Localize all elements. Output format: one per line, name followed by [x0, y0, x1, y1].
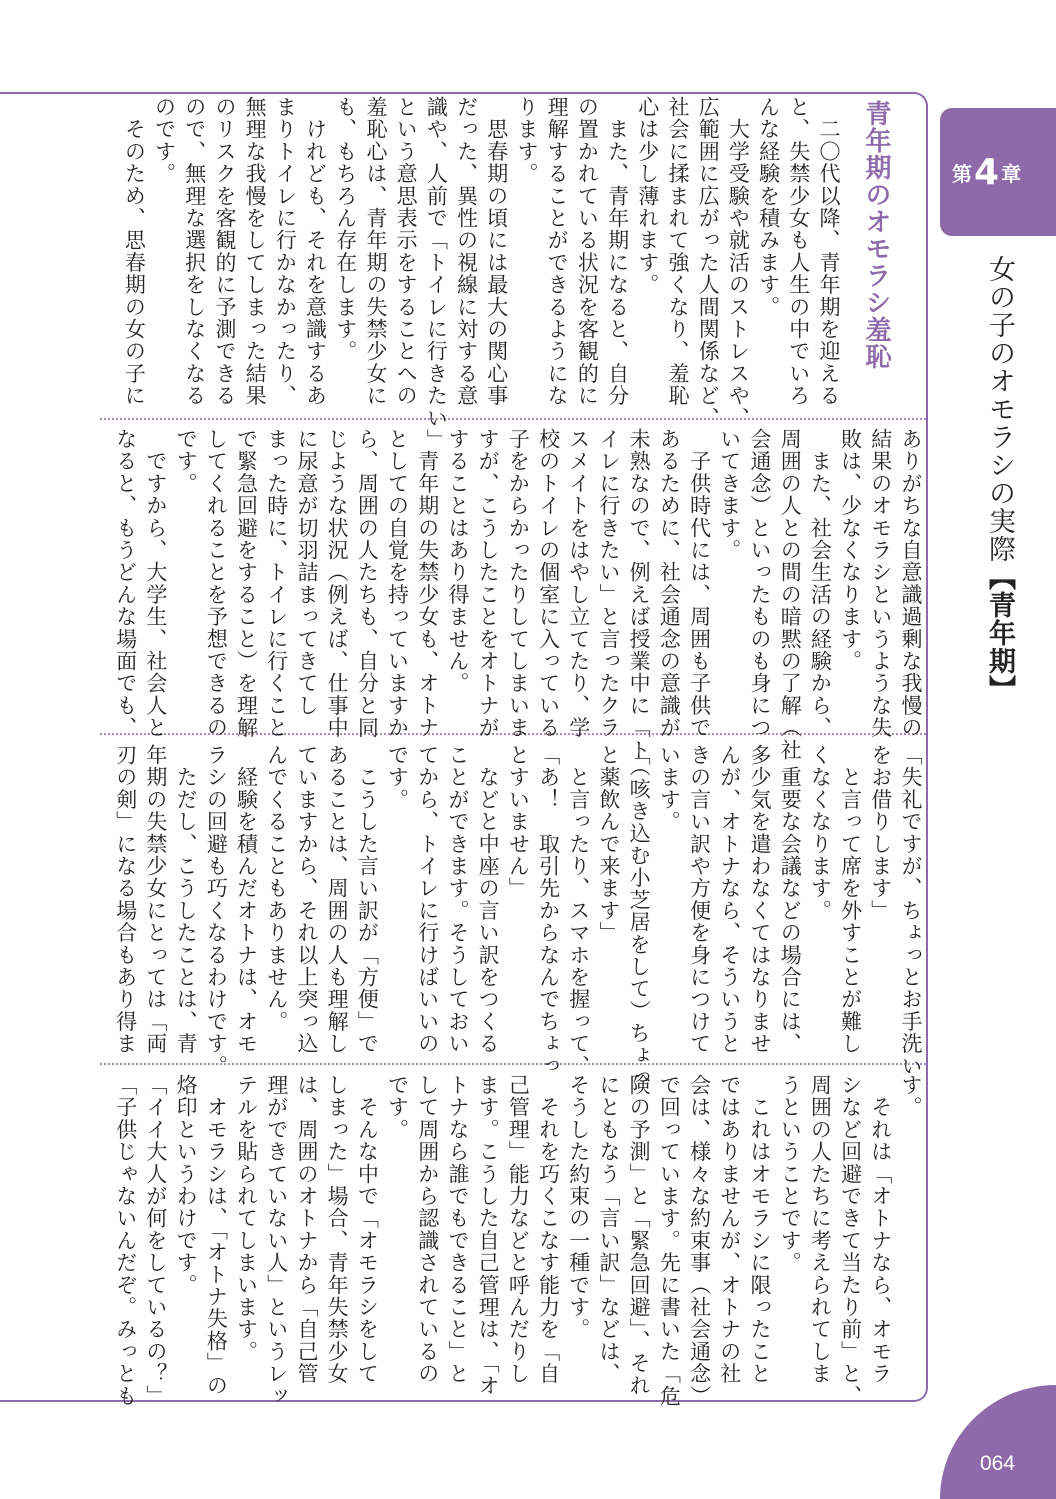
text-line: ですから、大学生、社会人と — [143, 428, 168, 739]
text-line: スメイトをはやし立てたり、学 — [566, 428, 591, 739]
text-line: います。 — [657, 744, 682, 833]
text-line: のリスクを客観的に予測できる — [212, 96, 237, 407]
text-block-1 — [119, 96, 844, 452]
text-line: 青年期の失禁少女も、オトナ — [415, 428, 440, 739]
text-line: んでくることもありません。 — [264, 744, 289, 1033]
text-line: 「（咳き込む小芝居をして）ちょっ — [627, 744, 652, 1089]
text-block-2 — [111, 428, 926, 761]
text-line: ので、無理な選択をしなくなる — [182, 96, 207, 407]
text-line: 「あ！ 取引先からなんでちょっ — [536, 744, 561, 1077]
text-line: のです。 — [152, 96, 177, 185]
page-number: 064 — [980, 1452, 1016, 1475]
text-line: 羞恥心は、青年期の失禁少女に — [363, 96, 388, 407]
text-line: と言ったり、スマホを握って、 — [566, 744, 591, 1077]
text-line: そうした約束の一種です。 — [566, 1074, 591, 1341]
text-line: 二〇代以降、青年期を迎える — [817, 96, 841, 407]
text-line: 「失礼ですが、ちょっとお手洗い — [899, 744, 923, 1077]
text-line: 子供時代には、周囲も子供で — [687, 428, 712, 739]
text-line: で緊急回避をすること）を理解 — [234, 428, 259, 739]
text-line: という意思表示をすることへの — [394, 96, 419, 407]
text-line: 周囲の人たちに考えられてしま — [808, 1074, 833, 1385]
dotted-divider — [100, 418, 926, 420]
text-line: としての自覚を持っていますか — [385, 428, 410, 739]
text-line: 重要な会議などの場合には、 — [778, 744, 803, 1055]
text-line: ります。 — [514, 96, 539, 185]
text-line: 思春期の頃には最大の関心事 — [484, 96, 509, 407]
text-line: また、社会生活の経験から、 — [808, 428, 833, 739]
chapter-subtitle: 【青年期】 — [984, 563, 1015, 703]
chapter-title-text: 女の子のオモラシの実際 — [984, 255, 1015, 563]
text-line: まった時に、トイレに行くこと — [264, 428, 289, 739]
text-line: テルを貼られてしまいます。 — [234, 1074, 259, 1363]
text-line: なると、もうどんな場面でも、 — [113, 428, 138, 739]
text-line: これはオモラシに限ったこと — [747, 1074, 772, 1385]
text-line: 未熟なので、例えば授業中に「ト — [627, 428, 652, 761]
text-line: 険の予測」と「緊急回避」、それ — [627, 1074, 652, 1397]
text-line: だった、異性の視線に対する意 — [454, 96, 479, 407]
text-line: あることは、周囲の人も理解し — [325, 744, 350, 1055]
text-line: 理解することができるようにな — [545, 96, 570, 407]
text-line: 経験を積んだオトナは、オモ — [234, 744, 259, 1055]
text-line: して周囲から認識されているの — [415, 1074, 440, 1385]
text-line: また、青年期になると、自分 — [605, 96, 630, 407]
text-line: 広範囲に広がった人間関係など、 — [696, 96, 721, 429]
text-line: は、周囲のオトナから「自己管 — [294, 1074, 319, 1385]
chapter-suffix: 章 — [1001, 161, 1022, 186]
text-line: 結果のオモラシというような失 — [868, 428, 893, 739]
text-line: ラシの回避も巧くなるわけです。 — [204, 744, 229, 1077]
text-line: などと中座の言い訳をつくる — [476, 744, 501, 1055]
text-line: をお借りします」 — [868, 744, 893, 922]
text-line: 己管理」能力などと呼んだりし — [506, 1074, 531, 1385]
text-line: の置かれている状況を客観的に — [575, 96, 600, 407]
text-line: そんな中で「オモラシをして — [355, 1074, 380, 1385]
text-line: シなど回避できて当たり前」と、 — [838, 1074, 863, 1407]
text-line: 刃の剣」になる場合もあり得ま — [113, 744, 138, 1055]
text-line: ただし、こうしたことは、青 — [174, 744, 199, 1055]
text-line: 識や、人前で「トイレに行きたい」 — [424, 96, 449, 452]
text-line: 烙印というわけです。 — [174, 1074, 199, 1296]
text-line: いてきます。 — [717, 428, 742, 562]
text-line: すが、こうしたことをオトナが — [476, 428, 501, 739]
text-line: トナなら誰でもできること」と — [445, 1074, 470, 1385]
chapter-title — [980, 255, 1019, 703]
text-block-3 — [111, 744, 926, 1089]
text-line: けれども、それを意識するあ — [303, 96, 328, 407]
chapter-prefix: 第 — [952, 161, 972, 186]
section-heading: 青年期のオモラシ羞恥 — [861, 100, 891, 370]
text-line: きの言い訳や方便を身につけて — [687, 744, 712, 1055]
text-line: 会は、様々な約束事（社会通念） — [687, 1074, 712, 1407]
text-line: イレに行きたい」と言ったクラ — [596, 428, 621, 739]
text-line: 無理な我慢をしてしまった結果 — [243, 96, 268, 407]
page-number-badge — [940, 1385, 1056, 1499]
text-line: 「イイ大人が何をしているの？」 — [143, 1074, 168, 1407]
text-line: くなくなります。 — [808, 744, 833, 922]
text-line: と、失禁少女も人生の中でいろ — [786, 96, 811, 407]
text-line: で回っています。先に書いた「危 — [657, 1074, 682, 1407]
text-line: こうした言い訳が「方便」で — [355, 744, 380, 1055]
text-line: ありがちな自意識過剰な我慢の — [899, 428, 923, 739]
text-line: んな経験を積みます。 — [756, 96, 781, 318]
text-line: そのため、思春期の女の子に — [122, 96, 147, 407]
text-line: それは「オトナなら、オモラ — [868, 1074, 893, 1385]
text-line: 校のトイレの個室に入っている — [536, 428, 561, 739]
text-line: 周囲の人との間の暗黙の了解（社 — [778, 428, 803, 761]
chapter-number: 4 — [974, 151, 1000, 193]
text-line: あるために、社会通念の意識が — [657, 428, 682, 739]
text-line: 年期の失禁少女にとっては「両 — [143, 744, 168, 1055]
text-line: 「子供じゃないんだぞ。みっとも — [113, 1074, 138, 1407]
text-line: うということです。 — [778, 1074, 803, 1274]
text-line: と薬飲んで来ます」 — [596, 744, 621, 944]
text-line: しまった」場合、青年失禁少女 — [325, 1074, 350, 1385]
text-line: てから、トイレに行けばいいの — [415, 744, 440, 1055]
text-line: 理ができていない人」というレッ — [264, 1074, 289, 1407]
text-line: です。 — [385, 1074, 410, 1141]
text-line: と言って席を外すことが難し — [838, 744, 863, 1055]
text-line: とすいません」 — [506, 744, 531, 900]
text-line: ことができます。そうしておい — [445, 744, 470, 1055]
text-line: です。 — [385, 744, 410, 811]
text-line: オモラシは、「オトナ失格」の — [204, 1074, 229, 1397]
text-line: 社会に揉まれて強くなり、羞恥 — [665, 96, 690, 407]
text-line: することはあり得ません。 — [445, 428, 470, 695]
text-line: 子をからかったりしてしまいま — [506, 428, 531, 739]
text-line: ら、周囲の人たちも、自分と同 — [355, 428, 380, 739]
text-line: ます。こうした自己管理は、「オ — [476, 1074, 501, 1397]
text-line: まりトイレに行かなかったり、 — [273, 96, 298, 407]
text-line: です。 — [174, 428, 199, 495]
text-line: も、もちろん存在します。 — [333, 96, 358, 363]
text-line: 多少気を遣わなくてはなりませ — [747, 744, 772, 1055]
text-line: 敗は、少なくなります。 — [838, 428, 863, 673]
text-line: す。 — [899, 1074, 923, 1119]
text-block-4 — [111, 1074, 926, 1407]
text-line: 会通念）といったものも身につ — [747, 428, 772, 739]
text-line: してくれることを予想できるの — [204, 428, 229, 739]
text-line: じような状況（例えば、仕事中 — [325, 428, 350, 739]
text-line: に尿意が切羽詰まってきてし — [294, 428, 319, 717]
text-line: それを巧くこなす能力を「自 — [536, 1074, 561, 1385]
text-line: 心は少し薄れます。 — [635, 96, 660, 296]
text-line: ではありませんが、オトナの社 — [717, 1074, 742, 1385]
chapter-tab — [940, 108, 1056, 236]
text-line: んが、オトナなら、そういうと — [717, 744, 742, 1055]
text-line: ていますから、それ以上突っ込 — [294, 744, 319, 1055]
text-line: にともなう「言い訳」などは、 — [596, 1074, 621, 1385]
text-line: 大学受験や就活のストレスや、 — [726, 96, 751, 429]
